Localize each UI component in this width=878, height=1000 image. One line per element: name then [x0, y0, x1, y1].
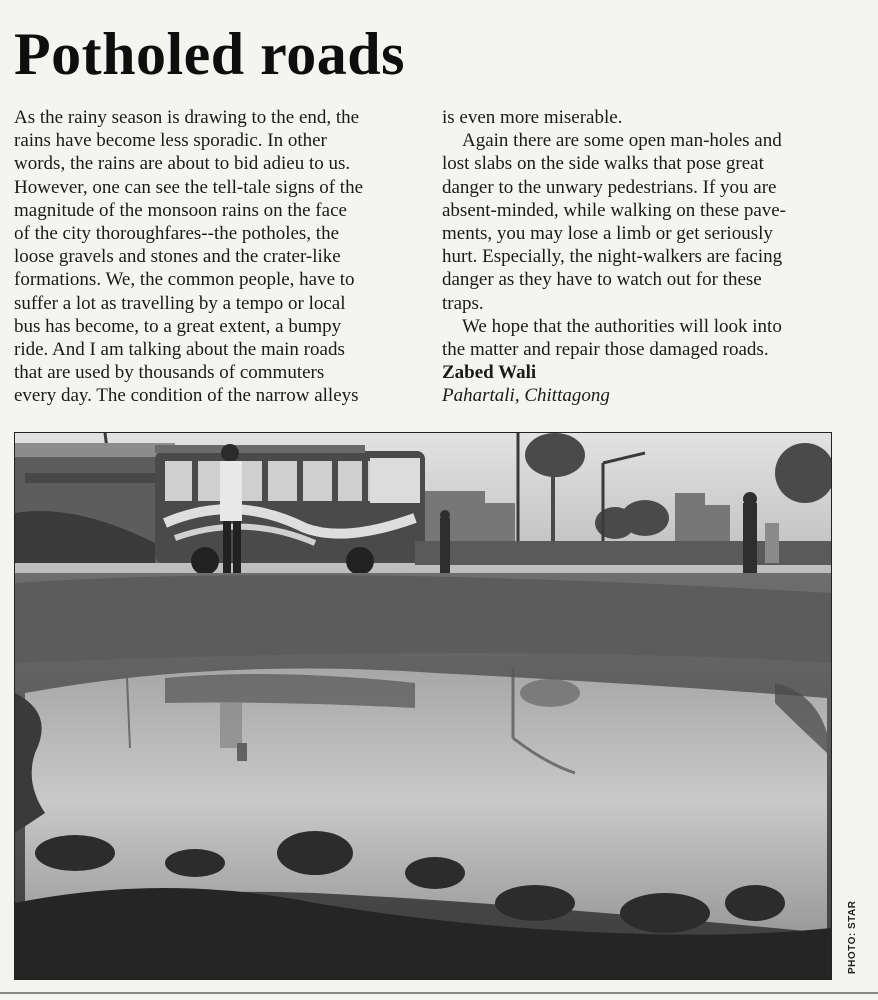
text-line: traps.	[442, 292, 484, 314]
article-column-left	[14, 106, 414, 407]
left-structure	[15, 443, 175, 563]
bottom-rule	[0, 992, 878, 994]
text-line: every day. The condition of the narrow alleys	[14, 385, 359, 407]
text-line: lost slabs on the side walks that pose great	[442, 153, 764, 175]
headline: Potholed roads	[14, 21, 405, 87]
text-line: ride. And I am talking about the main roads	[14, 338, 345, 360]
signature-name: Zabed Wali	[442, 362, 537, 384]
text-line: rains have become less sporadic. In other	[14, 130, 327, 152]
bus	[155, 445, 425, 575]
text-line: Again there are some open man-holes and	[462, 130, 782, 152]
text-line: absent-minded, while walking on these pave-	[442, 199, 787, 221]
text-line: danger as they have to watch out for these	[442, 269, 762, 291]
text-line: of the city thoroughfares--the potholes, the	[14, 222, 340, 244]
text-line: We hope that the authorities will look into	[462, 315, 782, 337]
standing-man	[220, 444, 242, 591]
photo-scene	[15, 433, 831, 979]
text-line: is even more miserable.	[442, 107, 623, 128]
text-line: hurt. Especially, the night-walkers are facing	[442, 246, 783, 268]
gravel-band	[15, 575, 831, 663]
text-line: bus has become, to a great extent, a bumpy	[14, 315, 342, 337]
text-line: formations. We, the common people, have to	[14, 269, 355, 291]
photo-credit: PHOTO: STAR	[847, 900, 858, 974]
text-line: the matter and repair those damaged roads.	[442, 338, 769, 360]
text-line: As the rainy season is drawing to the end, the	[14, 107, 360, 128]
article-column-right	[442, 106, 852, 407]
text-line: that are used by thousands of commuters	[14, 362, 325, 384]
text-line: loose gravels and stones and the crater-like	[14, 246, 341, 268]
text-line: ments, you may lose a limb or get seriously	[442, 222, 773, 244]
text-line: magnitude of the monsoon rains on the face	[14, 199, 347, 221]
text-line: danger to the unwary pedestrians. If you are	[442, 176, 777, 198]
news-photo	[14, 432, 832, 980]
text-line: words, the rains are about to bid adieu to us.	[14, 153, 351, 175]
text-line: However, one can see the tell-tale signs of the	[14, 176, 364, 198]
text-line: suffer a lot as travelling by a tempo or local	[14, 292, 346, 314]
signature-place: Pahartali, Chittagong	[442, 385, 610, 407]
